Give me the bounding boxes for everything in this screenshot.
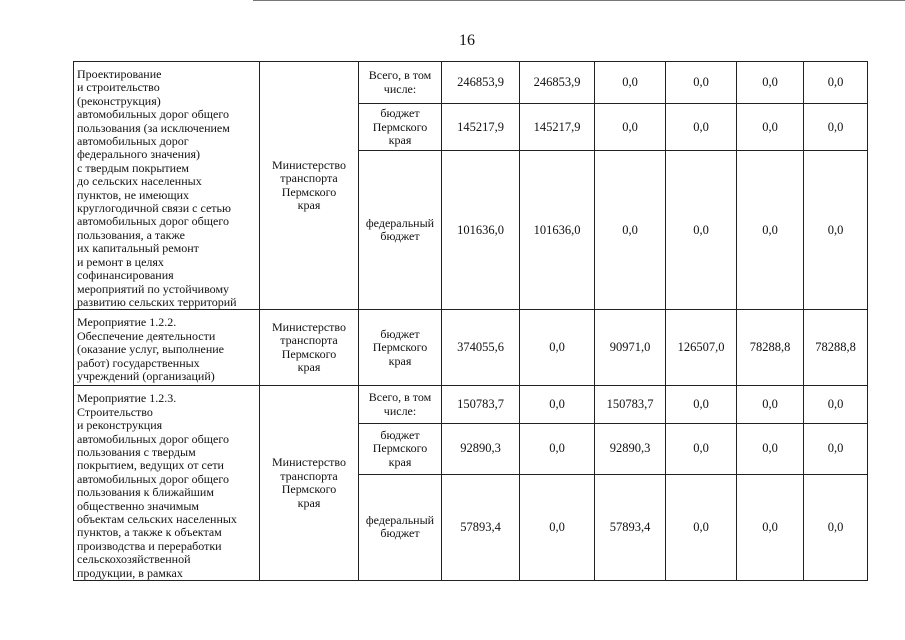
value-cell: 0,0 (520, 310, 595, 386)
value-cell: 57893,4 (442, 474, 520, 580)
value-cell: 78288,8 (737, 310, 804, 386)
value-cell: 0,0 (737, 151, 804, 310)
value-cell: 0,0 (804, 386, 868, 424)
funding-source: федеральный бюджет (359, 151, 442, 310)
value-cell: 0,0 (804, 62, 868, 104)
value-cell: 0,0 (737, 62, 804, 104)
activity-description: Проектирование и строительство (реконструкция) автомобильных дорог общего пользования (за исключением автомобильных дорог федерального значения) с твердым покрытием до сельских населенных пунктов, не имеющих круглогодичной связи с сетью автомобильных дорог общего пользования, а также их капитальный ремонт и ремонт в целях софинансирования мероприятий по устойчивому развитию сельских территорий (74, 62, 260, 310)
value-cell: 0,0 (804, 474, 868, 580)
executor-cell: Министерство транспорта Пермского края (260, 310, 359, 386)
value-cell: 90971,0 (595, 310, 666, 386)
value-cell: 246853,9 (442, 62, 520, 104)
value-cell: 0,0 (737, 474, 804, 580)
value-cell: 0,0 (595, 151, 666, 310)
value-cell: 78288,8 (804, 310, 868, 386)
value-cell: 0,0 (804, 104, 868, 151)
value-cell: 246853,9 (520, 62, 595, 104)
funding-source: бюджет Пермского края (359, 424, 442, 474)
value-cell: 0,0 (804, 151, 868, 310)
activity-description: Мероприятие 1.2.3. Строительство и реконструкция автомобильных дорог общего пользования с твердым покрытием, ведущих от сети автомобильных дорог общего пользования к ближайшим общественно значимым объектам сельских населенных пунктов, а также к объектам производства и переработки сельскохозяйственной продукции, в рамках (74, 386, 260, 581)
value-cell: 0,0 (595, 104, 666, 151)
page-number: 16 (459, 32, 475, 49)
funding-source: бюджет Пермского края (359, 310, 442, 386)
value-cell: 0,0 (520, 474, 595, 580)
value-cell: 0,0 (737, 104, 804, 151)
value-cell: 0,0 (666, 474, 737, 580)
value-cell: 57893,4 (595, 474, 666, 580)
activity-description: Мероприятие 1.2.2. Обеспечение деятельности (оказание услуг, выполнение работ) государственных учреждений (организаций) (74, 310, 260, 386)
value-cell: 92890,3 (595, 424, 666, 474)
value-cell: 101636,0 (442, 151, 520, 310)
funding-source: Всего, в том числе: (359, 386, 442, 424)
value-cell: 0,0 (804, 424, 868, 474)
value-cell: 0,0 (666, 386, 737, 424)
value-cell: 0,0 (666, 62, 737, 104)
budget-table (73, 61, 868, 581)
value-cell: 0,0 (520, 424, 595, 474)
value-cell: 150783,7 (595, 386, 666, 424)
executor-cell: Министерство транспорта Пермского края (260, 386, 359, 581)
value-cell: 0,0 (520, 386, 595, 424)
value-cell: 0,0 (737, 386, 804, 424)
value-cell: 145217,9 (442, 104, 520, 151)
value-cell: 150783,7 (442, 386, 520, 424)
funding-source: Всего, в том числе: (359, 62, 442, 104)
top-rule (253, 0, 905, 1)
value-cell: 145217,9 (520, 104, 595, 151)
table-row (74, 310, 868, 386)
value-cell: 0,0 (737, 424, 804, 474)
value-cell: 92890,3 (442, 424, 520, 474)
value-cell: 0,0 (666, 151, 737, 310)
value-cell: 374055,6 (442, 310, 520, 386)
value-cell: 0,0 (666, 424, 737, 474)
funding-source: федеральный бюджет (359, 474, 442, 580)
table-row (74, 386, 868, 424)
value-cell: 0,0 (595, 62, 666, 104)
value-cell: 126507,0 (666, 310, 737, 386)
table-row (74, 62, 868, 104)
funding-source: бюджет Пермского края (359, 104, 442, 151)
value-cell: 101636,0 (520, 151, 595, 310)
value-cell: 0,0 (666, 104, 737, 151)
executor-cell: Министерство транспорта Пермского края (260, 62, 359, 310)
